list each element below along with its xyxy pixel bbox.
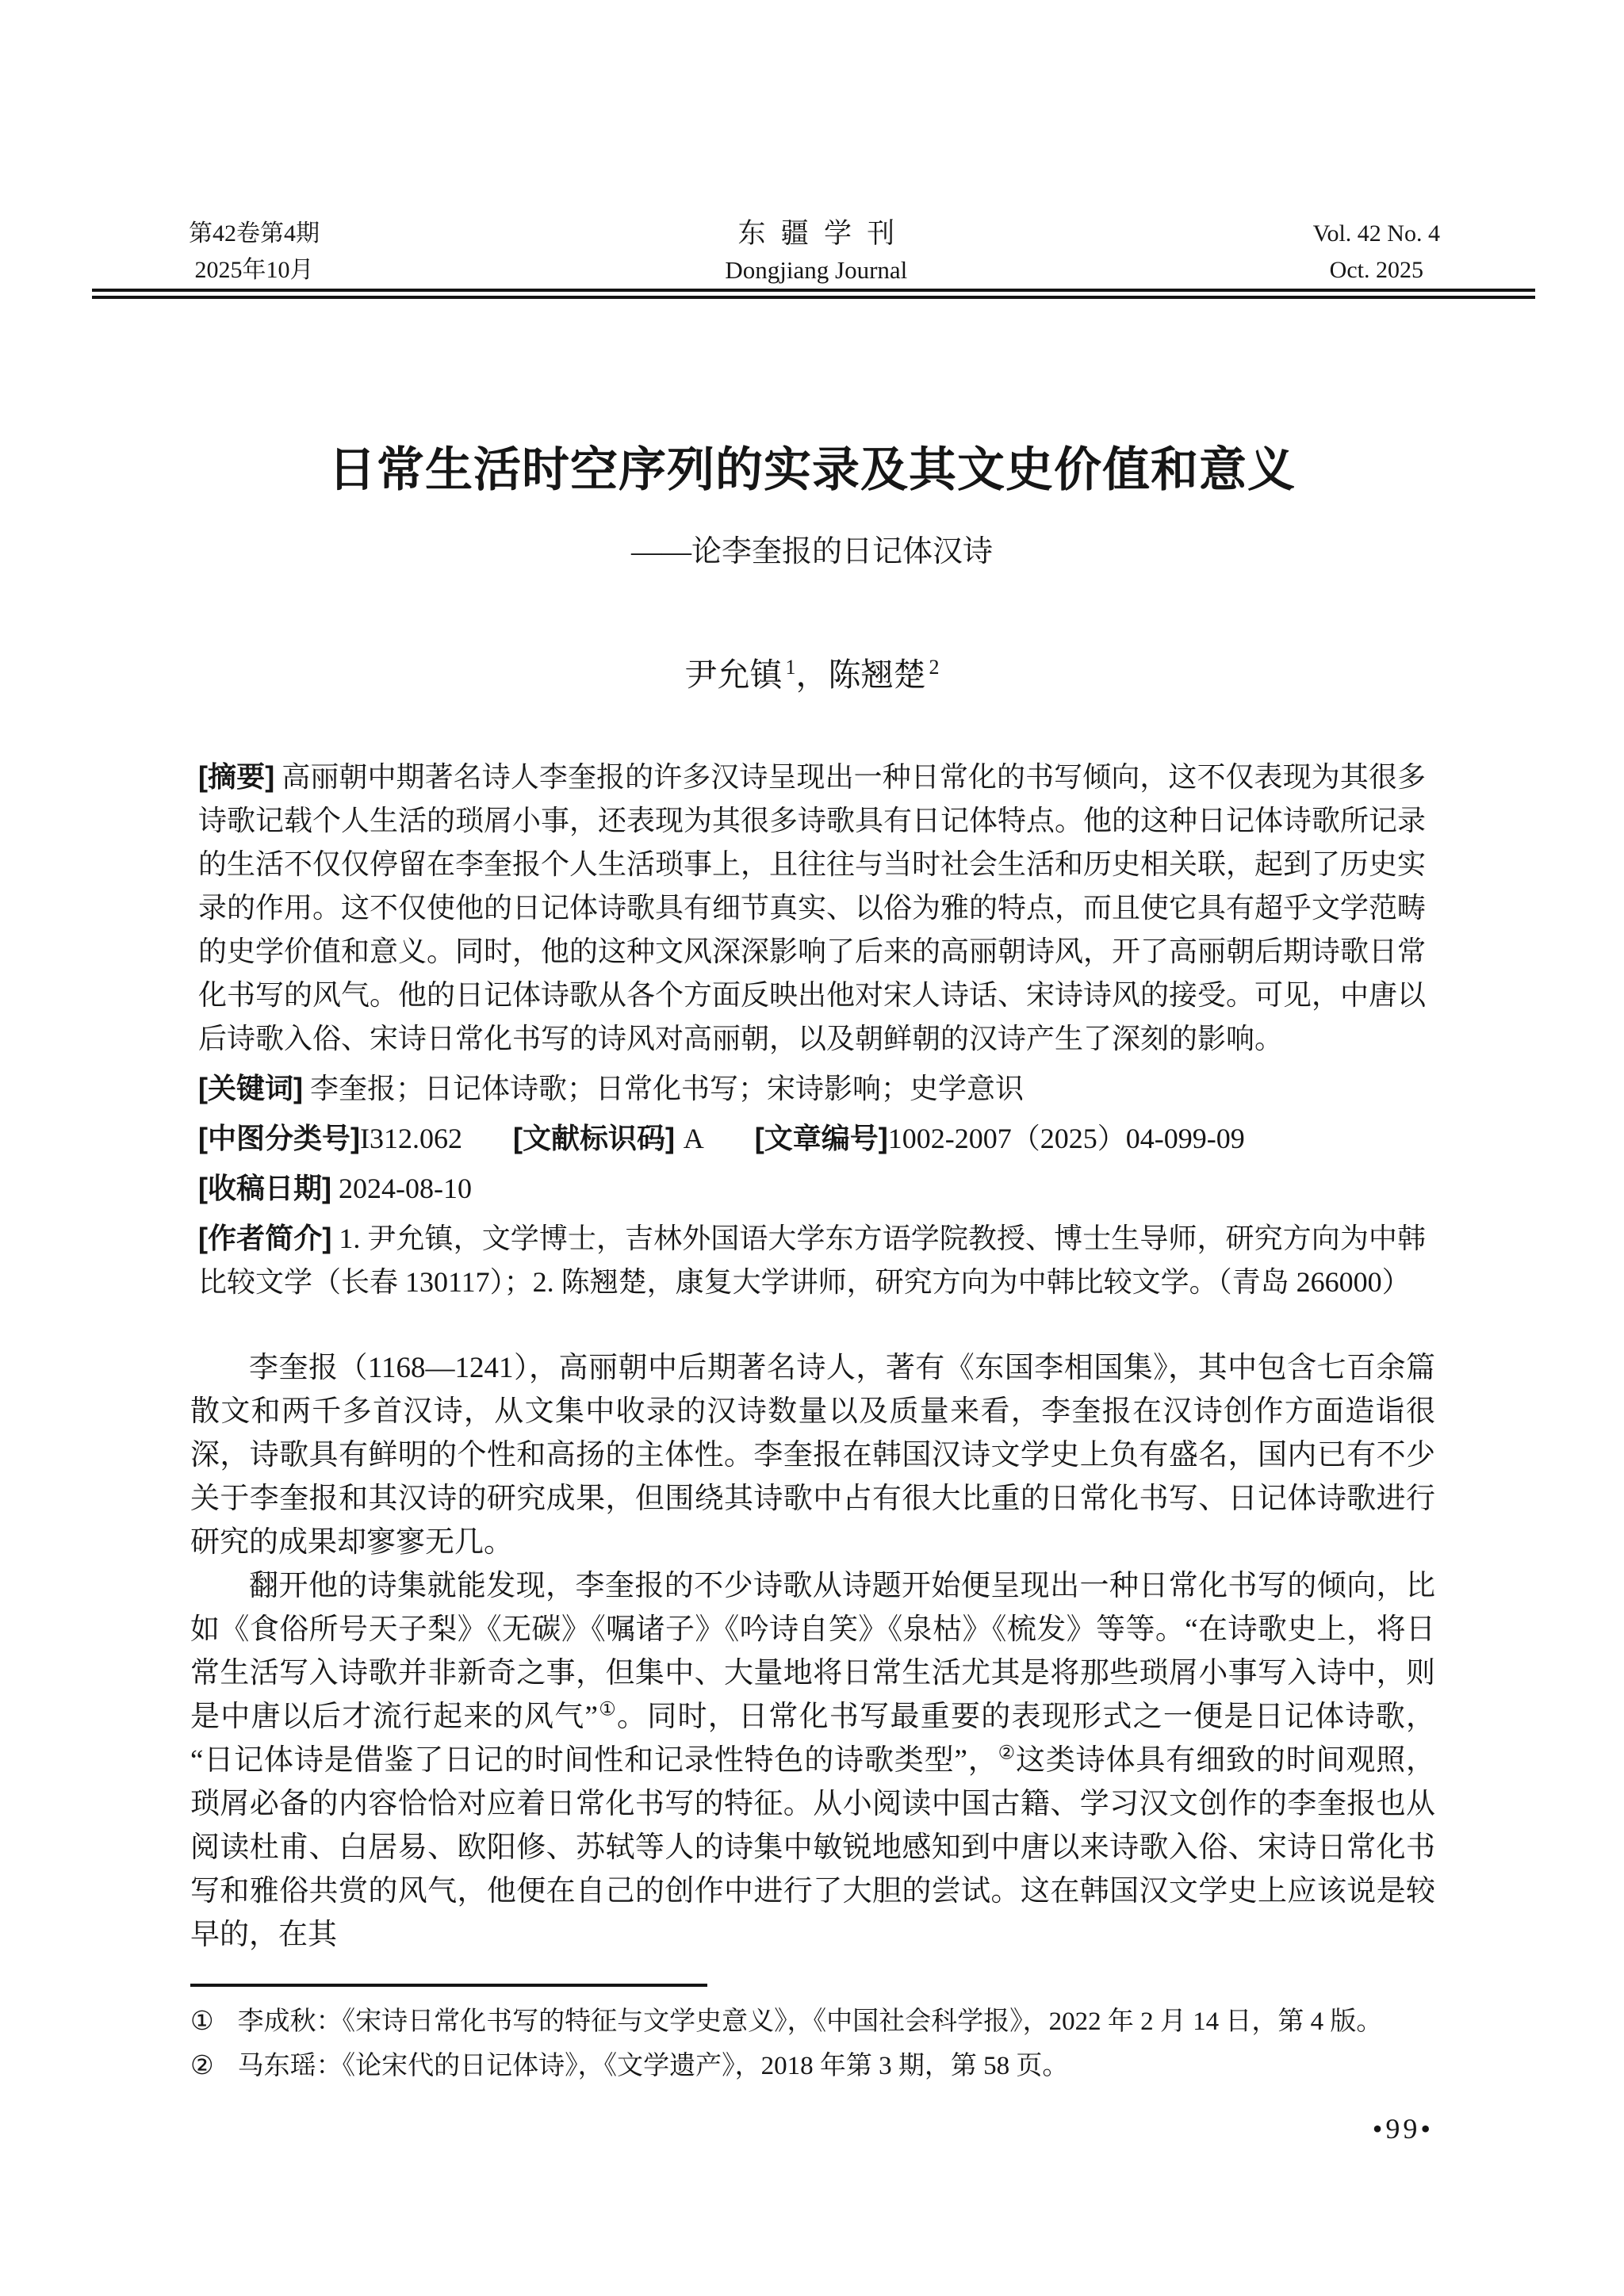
abstract-paragraph xyxy=(198,755,1426,1061)
footnotes-block xyxy=(190,1999,1435,2088)
clc-group xyxy=(198,1123,462,1154)
received-date-value: 2024-08-10 xyxy=(338,1173,472,1204)
abstract-label: [摘要] xyxy=(198,760,275,793)
header-issue-info xyxy=(189,216,320,289)
received-date-line xyxy=(198,1166,1426,1211)
page-number: •99• xyxy=(1372,2113,1434,2145)
author-name-2: 陈翘楚 xyxy=(828,656,926,693)
body-paragraph-2-text-1: 翻开他的诗集就能发现，李奎报的不少诗歌从诗题开始便呈现出一种日常化书写的倾向，比如《食俗所号天子梨》《无碳》《嘱诸子》《吟诗自笑》《泉枯》《梳发》等等。“在诗歌史上，将日常生活写入诗歌并非新奇之事，但集中、大量地将日常生活尤其是将那些琐屑小事写入诗中，则是中唐以后才流行起来的风气” xyxy=(190,1570,1435,1733)
header-double-rule xyxy=(92,289,1535,299)
footnote-2-marker: ② xyxy=(190,2052,214,2080)
author-bio-text: 1. 尹允镇，文学博士，吉林外国语大学东方语学院教授、博士生导师，研究方向为中韩比较文学（长春 130117）；2. 陈翘楚，康复大学讲师，研究方向为中韩比较文学。（青岛 266000） xyxy=(198,1223,1426,1298)
doc-code-value: A xyxy=(683,1123,704,1154)
abstract-text: 高丽朝中期著名诗人李奎报的许多汉诗呈现出一种日常化的书写倾向，这不仅表现为其很多诗歌记载个人生活的琐屑小事，还表现为其很多诗歌具有日记体特点。他的这种日记体诗歌所记录的生活不仅仅停留在李奎报个人生活琐事上，且往往与当时社会生活和历史相关联，起到了历史实录的作用。这不仅使他的日记体诗歌具有细节真实、以俗为雅的特点，而且使它具有超乎文学范畴的史学价值和意义。同时，他的这种文风深深影响了后来的高丽朝诗风，开了高丽朝后期诗歌日常化书写的风气。他的日记体诗歌从各个方面反映出他对宋人诗话、宋诗诗风的接受。可见，中唐以后诗歌入俗、宋诗日常化书写的诗风对高丽朝，以及朝鲜朝的汉诗产生了深刻的影响。 xyxy=(198,761,1427,1054)
issue-volume-cn: 第42卷第4期 xyxy=(189,220,320,247)
author-bio-paragraph xyxy=(198,1216,1426,1304)
author-separator: ， xyxy=(795,656,829,693)
article-authors xyxy=(0,649,1624,695)
received-date-label: [收稿日期] xyxy=(198,1172,331,1204)
author-affiliation-sup-1: 1 xyxy=(785,656,796,679)
footnote-ref-1: ① xyxy=(597,1699,617,1720)
footnote-2-text: 马东瑶：《论宋代的日记体诗》，《文学遗产》，2018 年第 3 期，第 58 页。 xyxy=(237,2052,1069,2080)
body-paragraph-2 xyxy=(190,1564,1435,1957)
issue-volume-en: Vol. 42 No. 4 xyxy=(1312,220,1440,247)
issue-date-cn: 2025年10月 xyxy=(194,257,314,283)
header-journal-title xyxy=(725,216,910,289)
article-id-group xyxy=(755,1123,1245,1154)
footnote-1 xyxy=(190,1999,1435,2044)
body-paragraph-2-text-3: 这类诗体具有细致的时间观照，琐屑必备的内容恰恰对应着日常化书写的特征。从小阅读中国古籍、学习汉文创作的李奎报也从阅读杜甫、白居易、欧阳修、苏轼等人的诗集中敏锐地感知到中唐以来诗歌入俗、宋诗日常化书写和雅俗共赏的风气，他便在自己的创作中进行了大胆的尝试。这在韩国汉文学史上应该说是较早的，在其 xyxy=(190,1744,1436,1951)
keywords-text: 李奎报；日记体诗歌；日常化书写；宋诗影响；史学意识 xyxy=(309,1073,1024,1104)
clc-label: [中图分类号] xyxy=(198,1122,360,1154)
article-title: 日常生活时空序列的实录及其文史价值和意义 xyxy=(328,444,1296,496)
author-name-1: 尹允镇 xyxy=(684,656,783,693)
doc-code-label: [文献标识码] xyxy=(512,1122,675,1154)
doc-code-group xyxy=(513,1123,704,1154)
classification-line xyxy=(198,1116,1426,1161)
journal-title-en: Dongjiang Journal xyxy=(725,256,908,284)
keywords-label: [关键词] xyxy=(198,1072,303,1104)
journal-title-cn: 东疆学刊 xyxy=(737,218,910,249)
article-id-value: 1002-2007（2025）04-099-09 xyxy=(887,1123,1245,1154)
header-issue-info-en xyxy=(1313,216,1440,289)
article-body xyxy=(190,1346,1435,1957)
clc-value: I312.062 xyxy=(359,1123,462,1154)
footnote-1-text: 李成秋：《宋诗日常化书写的特征与文学史意义》，《中国社会科学报》，2022 年 2 月 14 日，第 4 版。 xyxy=(237,2007,1383,2036)
article-subtitle: ——论李奎报的日记体汉诗 xyxy=(630,535,993,568)
footnote-2 xyxy=(190,2044,1435,2088)
footnote-separator-rule xyxy=(190,1984,707,1987)
article-meta-block xyxy=(198,755,1426,1304)
issue-date-en: Oct. 2025 xyxy=(1329,257,1423,283)
body-paragraph-1: 李奎报（1168—1241），高丽朝中后期著名诗人，著有《东国李相国集》，其中包含七百余篇散文和两千多首汉诗，从文集中收录的汉诗数量以及质量来看，李奎报在汉诗创作方面造诣很深，诗歌具有鲜明的个性和高扬的主体性。李奎报在韩国汉诗文学史上负有盛名，国内已有不少关于李奎报和其汉诗的研究成果，但围绕其诗歌中占有很大比重的日常化书写、日记体诗歌进行研究的成果却寥寥无几。 xyxy=(190,1352,1435,1559)
keywords-line xyxy=(198,1066,1426,1111)
author-bio-label: [作者简介] xyxy=(198,1222,332,1254)
author-affiliation-sup-2: 2 xyxy=(929,656,940,679)
body-paragraph-2-text-2: 。同时，日常化书写最重要的表现形式之一便是日记体诗歌，“日记体诗是借鉴了日记的时间性和记录性特色的诗歌类型”， xyxy=(190,1701,1436,1777)
article-id-label: [文章编号] xyxy=(754,1122,888,1154)
journal-header xyxy=(189,216,1440,289)
footnote-1-marker: ① xyxy=(190,2007,214,2036)
footnote-ref-2: ② xyxy=(998,1743,1016,1764)
